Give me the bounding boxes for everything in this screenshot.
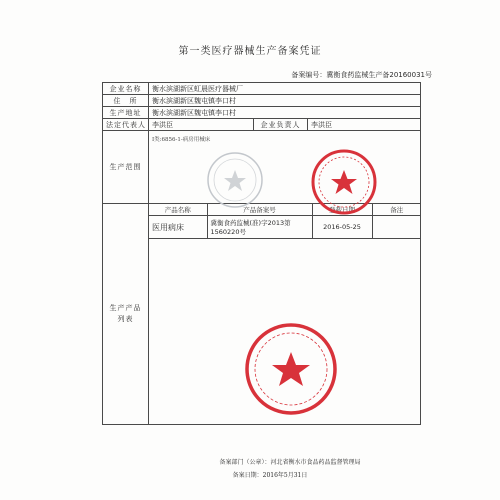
product-date: 2016-05-25: [312, 216, 372, 239]
table-row: [149, 216, 421, 239]
legal-rep-label: 法定代表人: [103, 119, 149, 131]
faint-seal-stamp-icon: [205, 150, 265, 210]
registration-value: 冀衡食药监械生产备20160031号: [326, 71, 432, 79]
production-address-label: 生产地址: [103, 107, 149, 119]
company-head-value: 李洪臣: [308, 119, 421, 131]
footer-date: 备案日期：2016年5月31日: [232, 472, 308, 479]
registration-label: 备案编号：: [291, 71, 327, 79]
product-number: 冀衡食药监械(准)字2013第1560220号: [207, 216, 312, 239]
col-header-date: 登载日期: [312, 204, 372, 216]
col-header-number: 产品备案号: [207, 204, 312, 216]
company-head-label: 企业负责人: [254, 119, 308, 131]
residence-value: 衡水滨湖新区魏屯镇李口村: [149, 95, 421, 107]
product-table: [149, 204, 421, 239]
col-header-name: 产品名称: [149, 204, 207, 216]
product-name: 医用病床: [149, 216, 207, 239]
footer-department: 备案部门（公章）：河北省衡水市食品药品监督管理局: [219, 459, 361, 466]
red-seal-stamp-icon: [309, 147, 379, 217]
production-scope-cell: [149, 131, 421, 204]
registration-number: [291, 70, 432, 80]
red-seal-stamp-bottom-icon: [242, 320, 340, 418]
product-list-label: 生产产品列表: [103, 204, 149, 425]
company-name-label: 企业名称: [103, 83, 149, 95]
product-note: [372, 216, 421, 239]
document-title: 第一类医疗器械生产备案凭证: [178, 46, 322, 57]
col-header-note: 备注: [372, 204, 421, 216]
production-address-value: 衡水滨湖新区魏屯镇李口村: [149, 107, 421, 119]
production-scope-label: 生产范围: [103, 131, 149, 204]
production-scope-value: Ⅰ类:6856-1-病房用械床: [152, 137, 211, 143]
residence-label: 住 所: [103, 95, 149, 107]
company-name-value: 衡水滨湖新区虹晨医疗器械厂: [149, 83, 421, 95]
legal-rep-value: 李洪臣: [149, 119, 254, 131]
